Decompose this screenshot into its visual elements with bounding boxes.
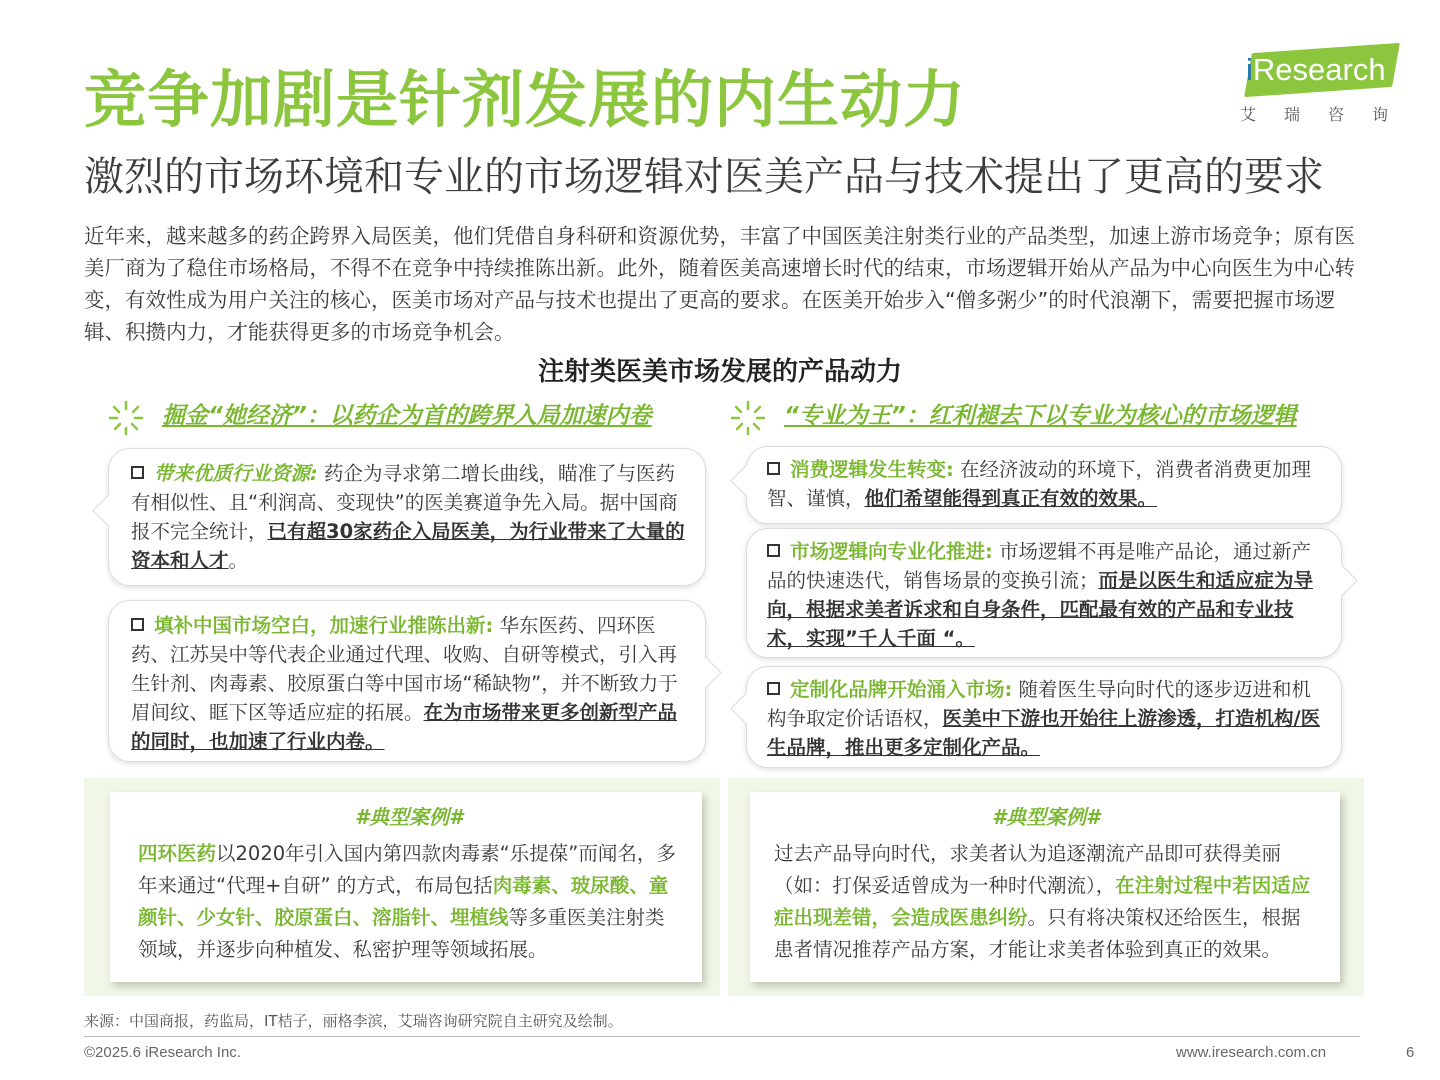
left-column-heading: 掘金“她经济”：以药企为首的跨界入局加速内卷: [162, 403, 652, 429]
copyright: ©2025.6 iResearch Inc.: [84, 1044, 241, 1061]
card-text: 在经济波动的环境下，消费者消费更加理智、谨慎，: [767, 458, 1312, 510]
website-link[interactable]: www.iresearch.com.cn: [1176, 1044, 1327, 1061]
card-emphasis: 而是以医生和适应症为导向，根据求美者诉求和自身条件，匹配最有效的产品和专业技术，实现”千人千面 “。: [767, 569, 1314, 650]
section-heading: 注射类医美市场发展的产品动力: [537, 357, 902, 387]
case-company: 四环医药: [138, 842, 217, 865]
card-label: 市场逻辑向专业化推进:: [790, 540, 993, 563]
card-text: 华东医药、四环医药、江苏吴中等代表企业通过代理、收购、自研等模式，引入再生针剂、肉毒素、胶原蛋白等中国市场“稀缺物”，并不断致力于眉间纹、眶下区等适应症的拓展。: [131, 614, 678, 724]
checkbox-icon: [767, 462, 780, 475]
case-title: #典型案例#: [992, 805, 1100, 829]
card-emphasis: 已有超30家药企入局医美，为行业带来了大量的资本和人才: [131, 520, 685, 572]
right-card-consumer-logic: [746, 446, 1342, 524]
source-note: 来源：中国商报，药监局，IT桔子，丽格李滨，艾瑞咨询研究院自主研究及绘制。: [84, 1012, 623, 1030]
card-text: 随着医生导向时代的逐步迈进和机构争取定价话语权，: [767, 678, 1312, 730]
right-case-card: [750, 792, 1340, 982]
card-label: 消费逻辑发生转变:: [790, 458, 954, 481]
checkbox-icon: [767, 682, 780, 695]
case-highlight: 在注射过程中若因适应症出现差错，会造成医患纠纷: [774, 874, 1311, 929]
logo-wordmark: [1246, 50, 1386, 90]
card-label: 定制化品牌开始涌入市场:: [790, 678, 1013, 701]
checkbox-icon: [767, 544, 780, 557]
intro-paragraph: 近年来，越来越多的药企跨界入局医美，他们凭借自身科研和资源优势，丰富了中国医美注射类行业的产品类型，加速上游市场竞争；原有医美厂商为了稳住市场格局，不得不在竞争中持续推陈出新。此外，随着医美高速增长时代的结束，市场逻辑开始从产品为中心向医生为中心转变，有效性成为用户关注的核心，医美市场对产品与技术也提出了更高的要求。在医美开始步入“僧多粥少”的时代浪潮下，需要把握市场逻辑、积攒内力，才能获得更多的市场竞争机会。: [84, 224, 1355, 344]
card-label: 填补中国市场空白，加速行业推陈出新:: [154, 614, 494, 637]
card-label: 带来优质行业资源:: [154, 462, 318, 485]
bubble-tail: [1325, 564, 1358, 597]
right-card-market-logic: [746, 528, 1342, 658]
sparkle-icon: [106, 398, 146, 438]
sparkle-icon: [728, 398, 768, 438]
card-text-end: 。: [228, 549, 249, 572]
left-card-market-gap: [108, 600, 706, 762]
page-title: 竞争加剧是针剂发展的内生动力: [84, 63, 967, 136]
checkbox-icon: [131, 466, 144, 479]
card-text: 药企为寻求第二增长曲线，瞄准了与医药有相似性、且“利润高、变现快”的医美赛道争先入局。据中国商报不完全统计，: [131, 462, 678, 543]
card-emphasis: 医美中下游也开始往上游渗透，打造机构/医生品牌，推出更多定制化产品。: [767, 707, 1321, 759]
right-card-custom-brands: [746, 666, 1342, 768]
bubble-tail: [92, 494, 125, 527]
bubble-tail: [730, 692, 763, 725]
left-case-card: [110, 792, 702, 982]
case-text-end: 等多重医美注射类领域，并逐步向种植发、私密护理等领域拓展。: [138, 906, 665, 961]
footer-divider: [84, 1036, 1360, 1037]
iresearch-logo: [1236, 44, 1417, 128]
logo-brand: Research: [1252, 52, 1386, 87]
checkbox-icon: [131, 618, 144, 631]
page-subtitle: 激烈的市场环境和专业的市场逻辑对医美产品与技术提出了更高的要求: [84, 154, 1324, 200]
card-emphasis: 在为市场带来更多创新型产品的同时，也加速了行业内卷。: [131, 701, 678, 753]
bubble-tail: [730, 464, 763, 497]
bubble-tail: [689, 656, 722, 689]
case-text-end: 。只有将决策权还给医生，根据患者情况推荐产品方案，才能让求美者体验到真正的效果。: [774, 906, 1301, 961]
logo-chinese: 艾瑞咨询: [1240, 105, 1417, 124]
case-products: 肉毒素、玻尿酸、童颜针、少女针、胶原蛋白、溶脂针、埋植线: [138, 874, 669, 929]
case-text: 过去产品导向时代，求美者认为追逐潮流产品即可获得美丽（如：打保妥适曾成为一种时代潮流），: [774, 842, 1282, 897]
case-text: 以2020年引入国内第四款肉毒素“乐提葆”而闻名，多年来通过“代理+自研” 的方式，布局包括: [138, 842, 676, 897]
card-text: 市场逻辑不再是唯产品论，通过新产品的快速迭代，销售场景的变换引流；: [767, 540, 1312, 592]
page-number: 6: [1406, 1044, 1415, 1061]
logo-i: i: [1246, 52, 1253, 87]
right-column-heading: “专业为王”：红利褪去下以专业为核心的市场逻辑: [784, 403, 1297, 429]
card-emphasis: 他们希望能得到真正有效的效果。: [864, 487, 1158, 510]
case-title: #典型案例#: [355, 805, 463, 829]
left-card-industry-resources: [108, 448, 706, 586]
